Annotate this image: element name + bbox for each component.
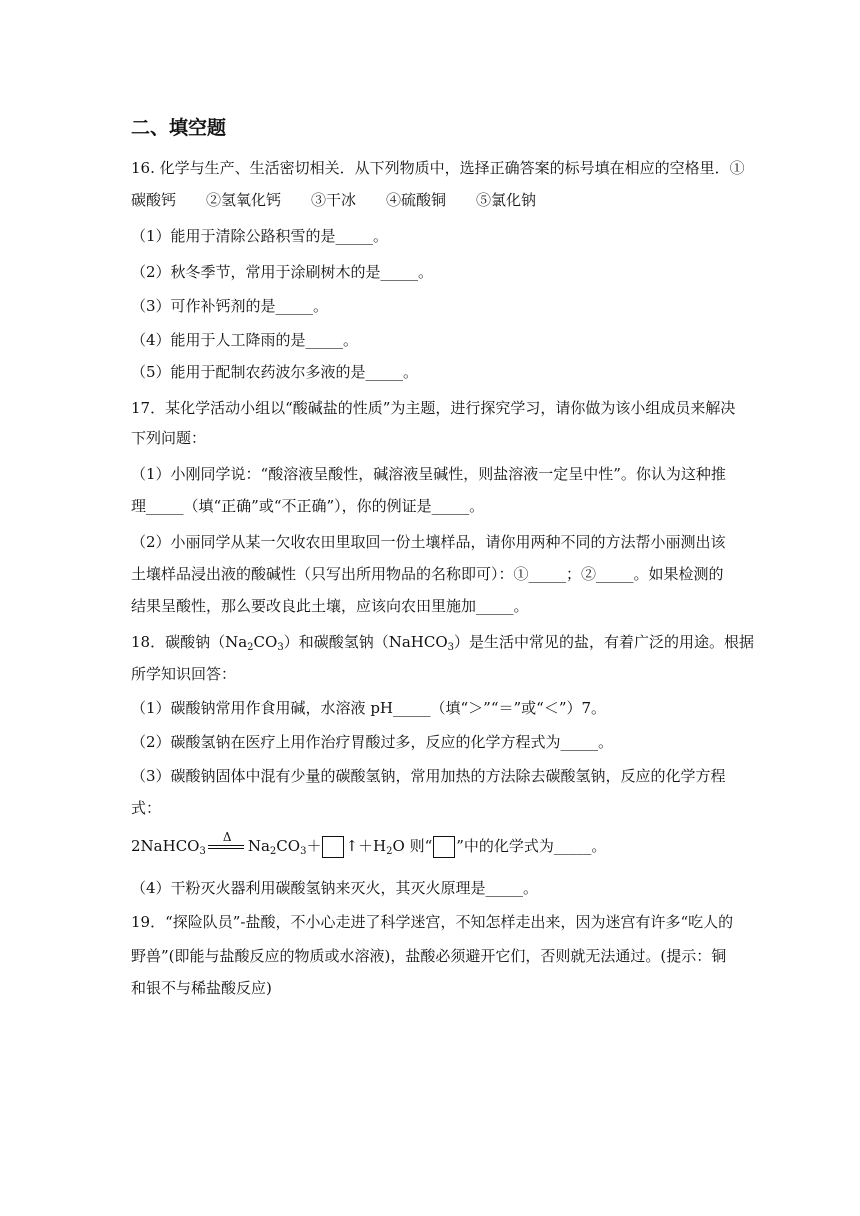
- q17-part2-line3: 结果呈酸性，那么要改良此土壤，应该向农田里施加_____。: [131, 597, 529, 615]
- eq-gas-h: ↑＋H: [345, 837, 387, 855]
- q18-sub-2: 2: [247, 642, 254, 653]
- eq-h2o-rest: O 则“: [392, 837, 433, 855]
- q18-part1: （1）碳酸钠常用作食用碱，水溶液 pH_____（填“＞”“＝”或“＜”）7。: [131, 699, 607, 717]
- eq-product-sub2: 3: [300, 846, 307, 857]
- section-title: 二、填空题: [131, 117, 227, 139]
- q18-part3-line1: （3）碳酸钠固体中混有少量的碳酸氢钠，常用加热的方法除去碳酸氢钠，反应的化学方程: [131, 767, 726, 785]
- eq-reactant: 2NaHCO: [131, 837, 200, 855]
- q18-part4: （4）干粉灭火器利用碳酸氢钠来灭火，其灭火原理是_____。: [131, 879, 539, 897]
- equation-bar-bottom: [208, 848, 244, 849]
- q16-item-3: （3）可作补钙剂的是_____。: [131, 297, 329, 315]
- answer-box-1: [322, 836, 344, 858]
- q18-line1-b: CO: [253, 633, 278, 651]
- eq-h2o-sub: 2: [386, 846, 393, 857]
- q18-line1-c: ）和碳酸氢钠（NaHCO: [283, 633, 448, 651]
- q16-item-4: （4）能用于人工降雨的是_____。: [131, 331, 359, 349]
- chemical-equation: [131, 830, 731, 862]
- q18-line2: 所学知识回答：: [131, 665, 237, 683]
- q18-line1-d: ）是生活中常见的盐，有着广泛的用途。根据: [454, 633, 755, 651]
- q16-item-1: （1）能用于清除公路积雪的是_____。: [131, 227, 389, 245]
- q16-line1: 16. 化学与生产、生活密切相关．从下列物质中，选择正确答案的标号填在相应的空格里．①: [131, 159, 745, 177]
- q17-line1: 17．某化学活动小组以“酸碱盐的性质”为主题，进行探究学习，请你做为该小组成员来解决: [131, 399, 736, 417]
- eq-product-sub1: 2: [269, 846, 277, 857]
- q17-part2-line1: （2）小丽同学从某一欠收农田里取回一份土壤样品，请你用两种不同的方法帮小丽测出该: [131, 533, 726, 551]
- q17-part1-line1: （1）小刚同学说：“酸溶液呈酸性，碱溶液呈碱性，则盐溶液一定呈中性”。你认为这种推: [131, 465, 726, 483]
- eq-plus: ＋: [306, 837, 322, 855]
- reaction-condition-arrow: [208, 830, 246, 857]
- eq-reactant-sub: 3: [199, 846, 206, 857]
- equation-bar-top: [208, 845, 244, 846]
- q18-sub-3a: 3: [277, 642, 284, 653]
- eq-product-na: Na: [247, 837, 270, 855]
- eq-product-co: CO: [276, 837, 301, 855]
- q18-line1: [131, 632, 755, 658]
- eq-tail: ”中的化学式为_____。: [456, 837, 607, 855]
- q18-part3-line2: 式：: [131, 799, 162, 817]
- q19-line1: 19．“探险队员”-盐酸，不小心走进了科学迷宫，不知怎样走出来，因为迷宫有许多“吃人的: [131, 913, 734, 931]
- q17-part2-line2: 土壤样品浸出液的酸碱性（只写出所用物品的名称即可）：①_____；②_____。如果检测的: [131, 565, 724, 583]
- q19-line3: 和银不与稀盐酸反应): [131, 979, 272, 997]
- answer-box-2: [433, 836, 455, 858]
- q16-item-5: （5）能用于配制农药波尔多液的是_____。: [131, 363, 419, 381]
- q16-item-2: （2）秋冬季节，常用于涂刷树木的是_____。: [131, 263, 434, 281]
- q18-sub-3b: 3: [447, 642, 454, 653]
- q17-part1-line2: 理_____（填“正确”或“不正确”），你的例证是_____。: [131, 497, 485, 515]
- heat-symbol: Δ: [222, 830, 232, 844]
- q19-line2: 野兽”(即能与盐酸反应的物质或水溶液)，盐酸必须避开它们，否则就无法通过。(提示：铜: [131, 947, 727, 965]
- q16-line2: 碳酸钙 ②氢氧化钙 ③干冰 ④硫酸铜 ⑤氯化钠: [131, 191, 537, 209]
- q17-line2: 下列问题：: [131, 429, 207, 447]
- q18-line1-a: 18．碳酸钠（Na: [131, 633, 248, 651]
- q18-part2: （2）碳酸氢钠在医疗上用作治疗胃酸过多，反应的化学方程式为_____。: [131, 733, 614, 751]
